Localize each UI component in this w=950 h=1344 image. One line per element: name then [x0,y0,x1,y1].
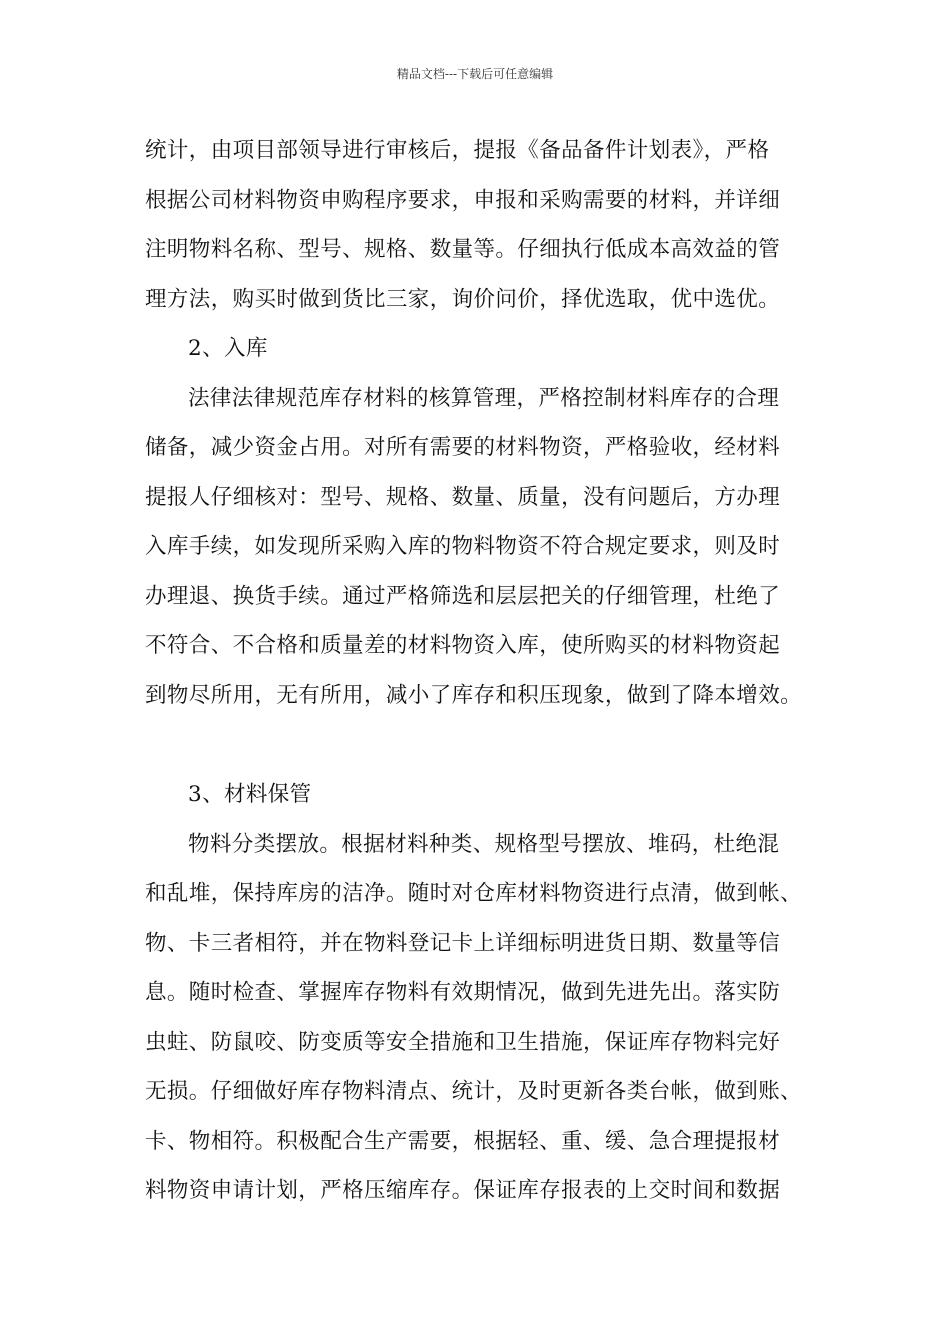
text-line: 根据公司材料物资申购程序要求，申报和采购需要的材料，并详细 [145,187,781,213]
paragraph-gap [145,720,825,770]
text-line: 储备，减少资金占用。对所有需要的材料物资，严格验收，经材料 [145,435,781,460]
text-line: 入库手续，如发现所采购入库的物料物资不符合规定要求，则及时 [145,534,781,559]
text-line: 统计，由项目部领导进行审核后，提报《备品备件计划表》，严格 [145,138,770,163]
section-heading-inbound: 2、入库 [188,336,268,361]
text-line: 息。随时检查、掌握库存物料有效期情况，做到先进先出。落实防 [145,980,781,1005]
text-line: 物、卡三者相符，并在物料登记卡上详细标明进货日期、数量等信 [145,930,781,956]
section-heading-storage: 3、材料保管 [188,782,312,807]
text-line: 卡、物相符。积极配合生产需要，根据轻、重、缓、急合理提报材 [145,1128,781,1154]
text-line: 法律法律规范库存材料的核算管理，严格控制材料库存的合理 [188,385,780,411]
text-line: 虫蛀、防鼠咬、防变质等安全措施和卫生措施，保证库存物料完好 [145,1029,781,1055]
document-body [145,126,825,1216]
page-header: 精品文档---下载后可任意编辑 [396,67,554,81]
text-line: 不符合、不合格和质量差的材料物资入库，使所购买的材料物资起 [145,633,781,658]
text-line: 和乱堆，保持库房的洁净。随时对仓库材料物资进行点清，做到帐、 [145,881,803,906]
text-line: 料物资申请计划，严格压缩库存。保证库存报表的上交时间和数据 [145,1178,781,1203]
text-line: 办理退、换货手续。通过严格筛选和层层把关的仔细管理，杜绝了 [145,583,781,609]
text-line: 到物尽所用，无有所用，减小了库存和积压现象，做到了降本增效。 [145,682,803,708]
text-line: 注明物料名称、型号、规格、数量等。仔细执行低成本高效益的管 [145,237,781,262]
text-line: 物料分类摆放。根据材料种类、规格型号摆放、堆码，杜绝混 [188,831,780,857]
text-line: 提报人仔细核对：型号、规格、数量、质量，没有问题后，方办理 [145,484,781,510]
text-line: 无损。仔细做好库存物料清点、统计，及时更新各类台帐，做到账、 [145,1079,803,1104]
text-line: 理方法，购买时做到货比三家，询价问价，择优选取，优中选优。 [145,286,781,312]
